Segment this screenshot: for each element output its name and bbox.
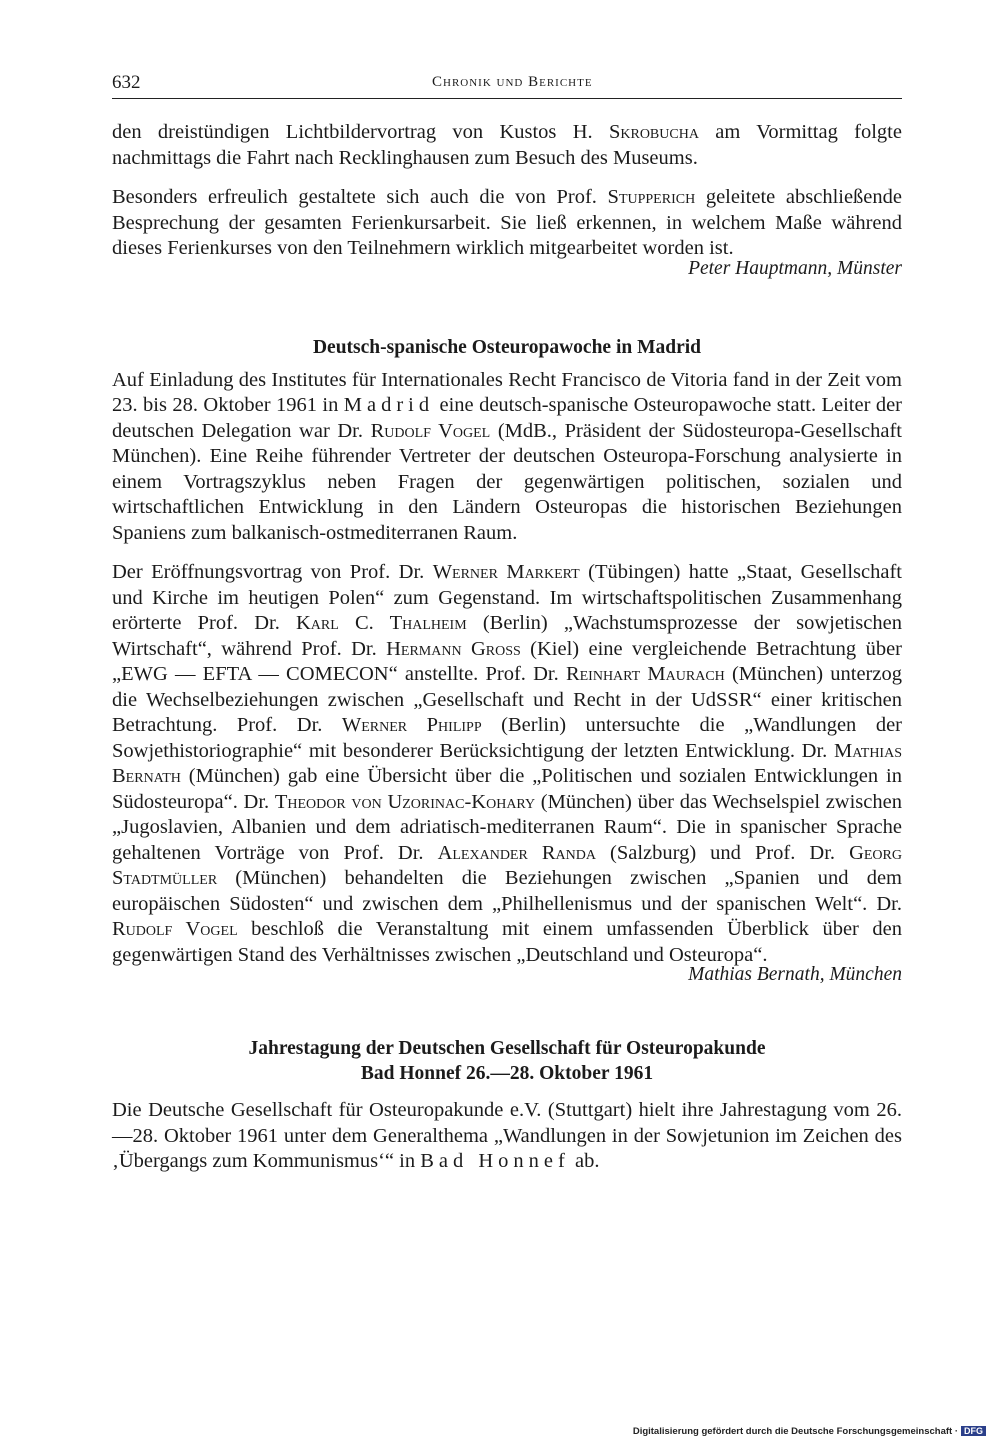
person-name: Mathias Bernath xyxy=(112,739,902,787)
paragraph: Die Deutsche Gesellschaft für Osteuropakunde e.V. (Stuttgart) hielt ihre Jahrestagung vom 26.—28. Oktober 1961 unter dem Generalthema „Wandlungen in der Sowjetunion im Zeichen des ‚Übergangs zum Kommunismus‘“ in Bad Honnef ab. xyxy=(112,1099,902,1172)
paragraph: den dreistündigen Lichtbildervortrag von Kustos H. Skrobucha am Vormittag folgte nachmittags die Fahrt nach Recklinghausen zum Besuch des Museums. xyxy=(112,121,902,169)
person-name: Hermann Gross xyxy=(386,637,521,660)
text-run: (Berlin) „Wachstumsprozesse der sowjetischen Wirtschaft“, während Prof. Dr. xyxy=(112,612,902,660)
author-signature: Mathias Bernath, München xyxy=(688,964,902,985)
text-run: (Tübingen) hatte „Staat, Gesellschaft und Kirche im heutigen Polen“ zum Gegenstand. Im wirtschaftspolitischen Zusammenhang erörterte Prof. Dr. xyxy=(112,561,902,634)
person-name: Rudolf Vogel xyxy=(112,918,238,940)
text-run: (Berlin) untersuchte die „Wandlungen der Sowjethistoriographie“ mit besonderer Berücksichtigung der letzten Entwicklung. Dr. xyxy=(112,714,902,762)
digitization-footer: Digitalisierung gefördert durch die Deutsche Forschungsgemeinschaft · DFG xyxy=(633,1426,986,1437)
paragraph: Besonders erfreulich gestaltete sich auch die von Prof. Stupperich geleitete abschließende Besprechung der gesamten Ferienkursarbeit. Sie ließ erkennen, in welchem Maße während dieses Ferienkurses von den Teilnehmern wirklich mitgearbeitet worden ist. xyxy=(112,186,903,259)
author-signature: Peter Hauptmann, Münster xyxy=(688,257,902,279)
text-run: beschloß die Veranstaltung mit einem umfassenden Überblick über den gegenwärtigen Stand des Verhältnisses zwischen „Deutschland und Osteuropa“. xyxy=(112,918,902,966)
person-name: Werner Markert xyxy=(432,561,580,583)
text-run: (München) unterzog die Wechselbeziehungen zwischen „Gesellschaft und Recht in der UdSSR“ einer kritischen Betrachtung. Prof. Dr. xyxy=(112,663,902,736)
text-run: Der Eröffnungsvortrag von Prof. Dr. xyxy=(112,561,433,583)
person-name: Werner Philipp xyxy=(341,714,482,736)
running-head: Chronik und Berichte xyxy=(432,74,593,90)
person-name: Theodor von Uzorinac-Kohary xyxy=(274,790,536,813)
person-name: Georg Stadtmüller xyxy=(112,841,902,889)
person-name: Alexander Randa xyxy=(437,841,596,864)
paragraph: Auf Einladung des Institutes für Internationales Recht Francisco de Vitoria fand in der Zeit vom 23. bis 28. Oktober 1961 in Madrid eine deutsch-spanische Osteuropawoche statt. Leiter der deutschen Delegation war Dr. Rudolf Vogel (MdB., Präsident der Südosteuropa-Gesellschaft München). Eine Reihe führender Vertreter der deutschen Osteuropa-Forschung analysierte in einem Vortragszyklus neben Fragen der gegenwärtigen politischen, sozialen und wirtschaftlichen Entwicklung in den Ländern Osteuropas die historischen Beziehungen Spaniens zum balkanisch-ostmediterranen Raum. xyxy=(112,368,902,544)
text-run: (München) über das Wechselspiel zwischen „Jugoslavien, Albanien und dem adriatisch-mediterranen Raum“. Die in spanischer Sprache gehaltenen Vorträge von Prof. Dr. xyxy=(112,790,902,864)
text-run: (Kiel) eine vergleichende Betrachtung über „EWG — EFTA — COMECON“ anstellte. Prof. Dr. xyxy=(112,637,902,685)
page-body xyxy=(112,120,902,1175)
section-title: Deutsch-spanische Osteuropawoche in Madrid xyxy=(312,336,702,358)
text-run: (München) behandelten die Beziehungen zwischen „Spanien und dem europäischen Südosten“ und zwischen dem „Philhellenismus und der spanischen Welt“. Dr. xyxy=(112,867,902,915)
paragraph xyxy=(112,560,902,968)
section-title: Jahrestagung der Deutschen Gesellschaft für Osteuropakunde Bad Honnef 26.—28. Oktober 1961 xyxy=(248,1038,766,1084)
header-rule xyxy=(112,98,902,99)
person-name: Reinhart Maurach xyxy=(565,663,725,685)
text-run: (München) gab eine Übersicht über die „Politischen und sozialen Entwicklungen in Südosteuropa“. Dr. xyxy=(112,765,902,813)
dfg-logo: DFG xyxy=(961,1426,986,1436)
page-number: 632 xyxy=(112,72,141,93)
text-run: (Salzburg) und Prof. Dr. xyxy=(595,841,850,864)
person-name: Karl C. Thalheim xyxy=(296,612,467,634)
